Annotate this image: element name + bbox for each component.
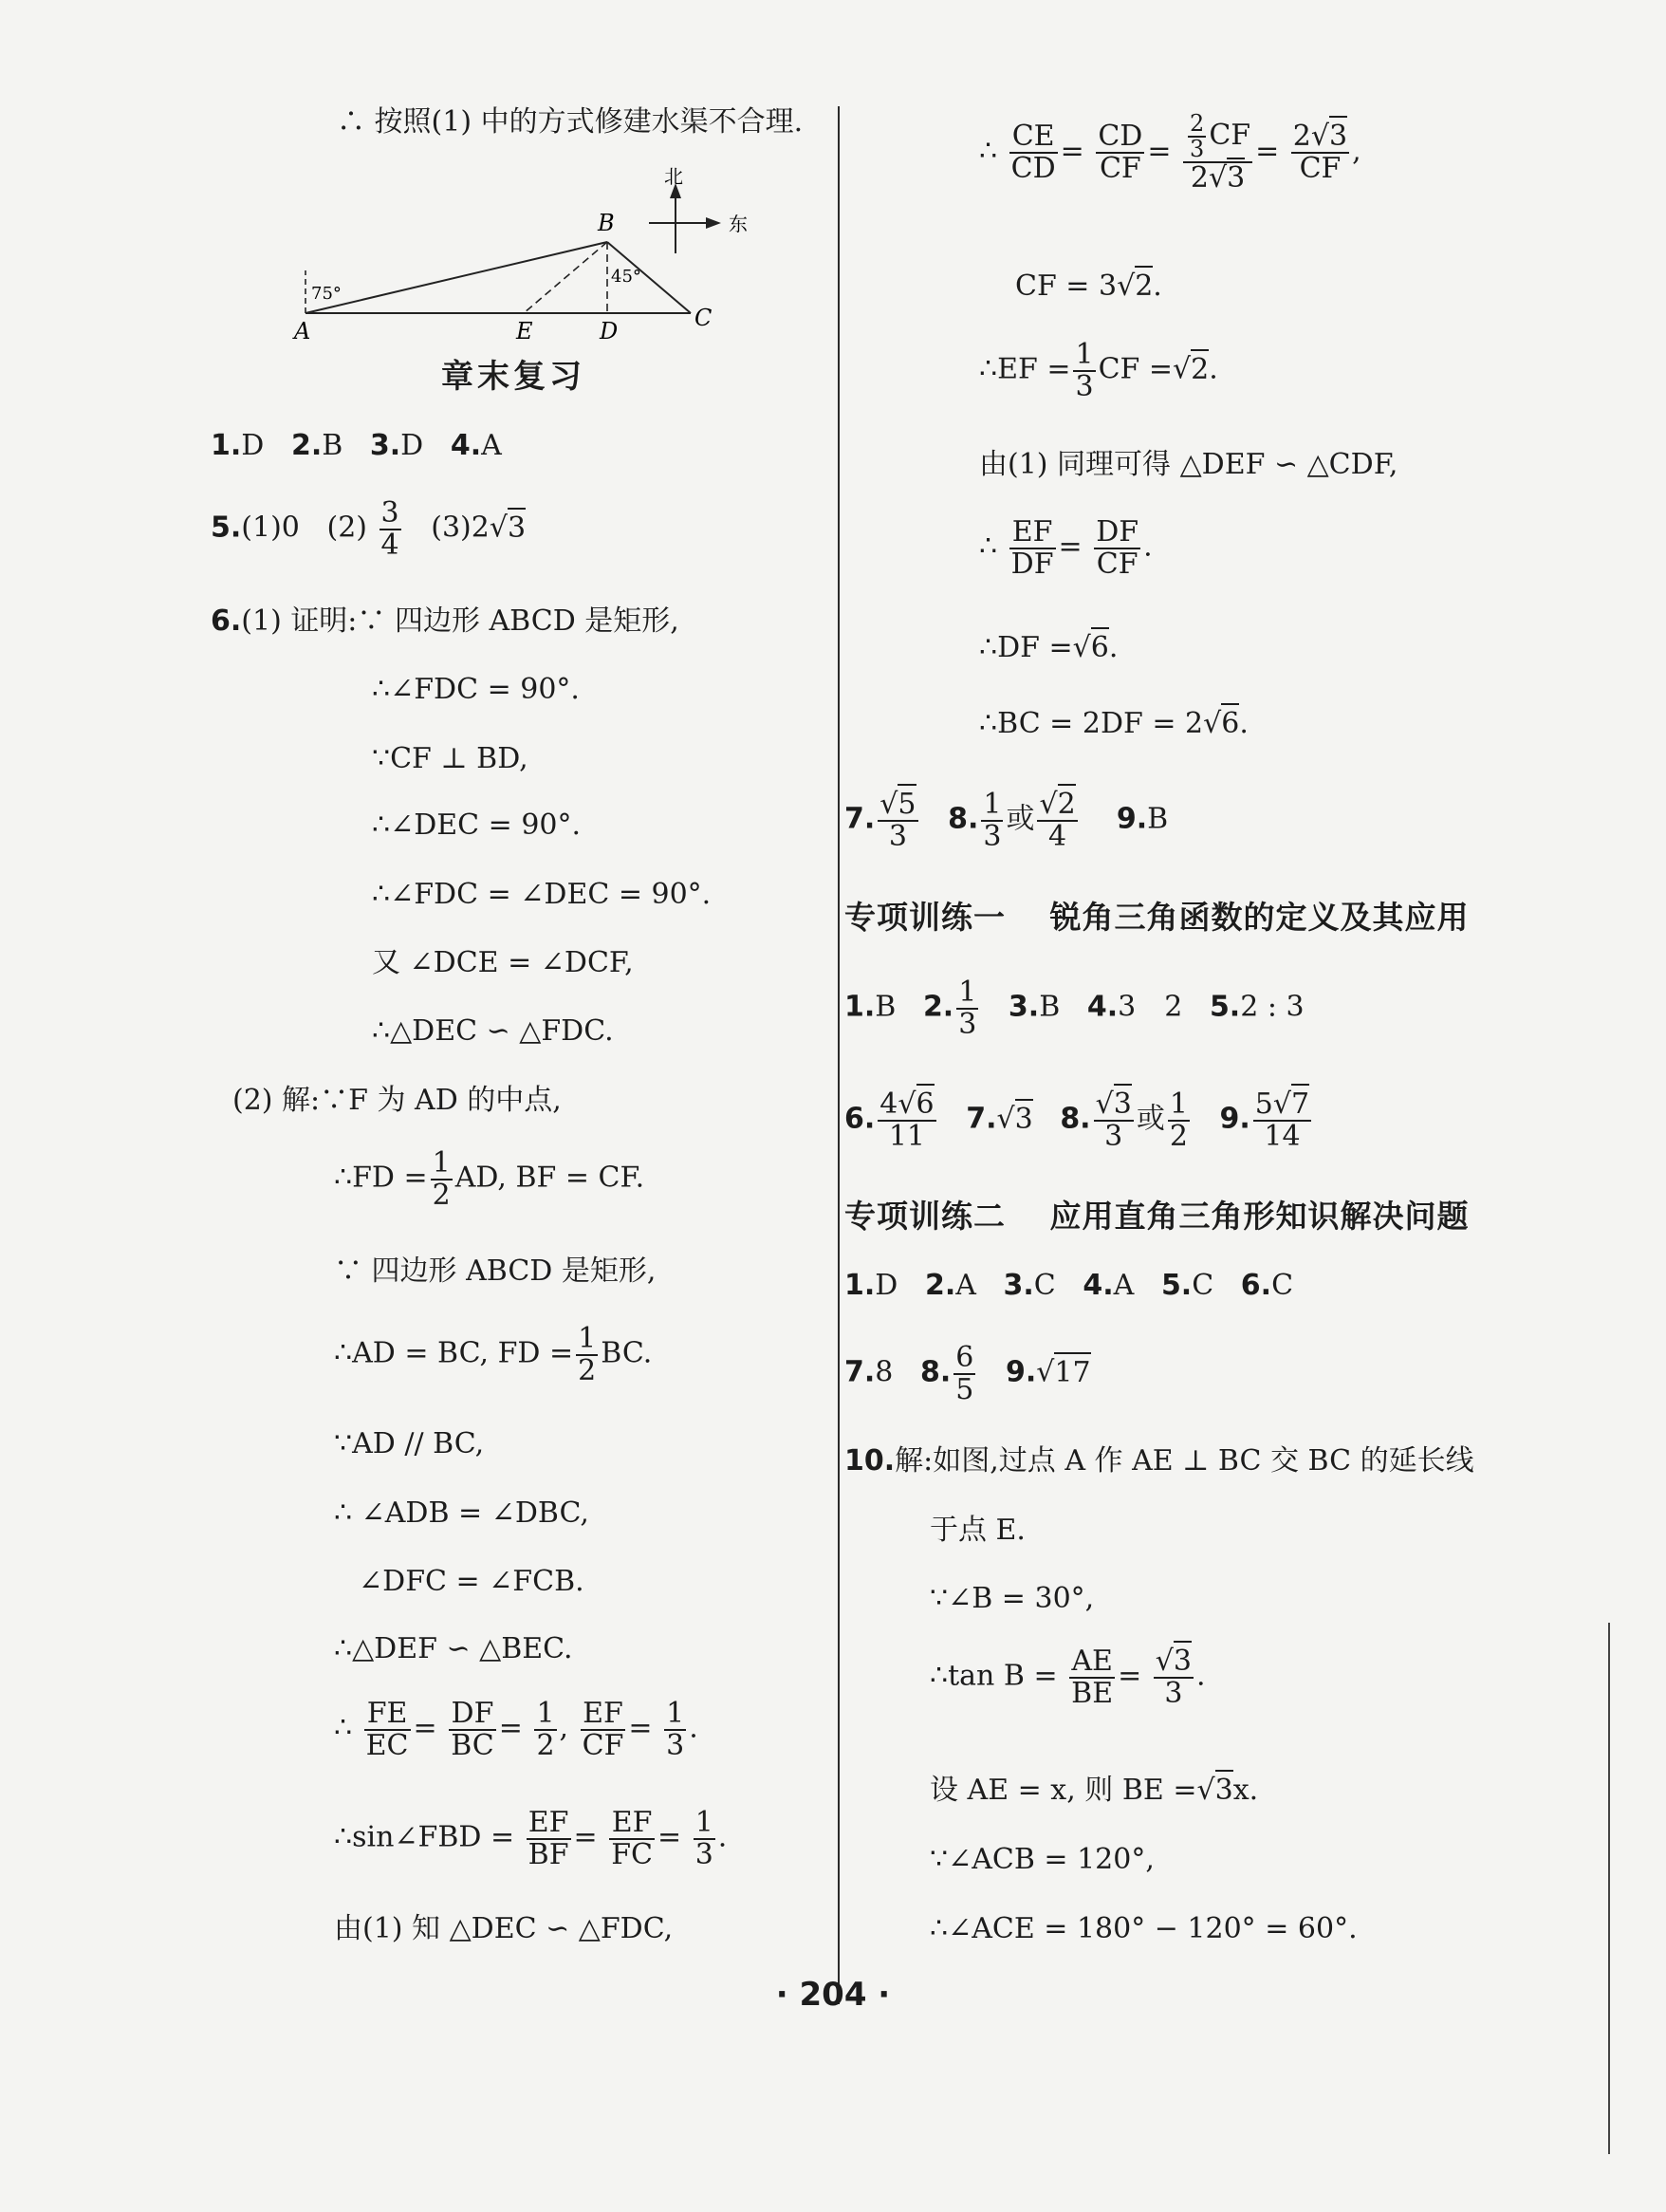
r-line-1: ∴ $\frac{CE}{CD}$ = $\frac{CD}{CF}$ = $\frac{2}{3}$ CF 2√3 = $\frac{2√3}{CF}$ , bbox=[979, 110, 1361, 195]
r-line-2: CF = 3√2. bbox=[1015, 272, 1162, 301]
q6-line-5: ∴∠FDC = ∠DEC = 90°. bbox=[372, 878, 712, 911]
line-ab bbox=[305, 242, 607, 313]
r-line-4: 由(1) 同理可得 △DEF ∽ △CDF, bbox=[979, 448, 1398, 481]
q5-fraction: $\frac{3}{4}$ bbox=[380, 496, 399, 562]
compound-fraction: $\frac{2}{3}$ CF 2√3 bbox=[1183, 112, 1252, 194]
label-north: 北 bbox=[664, 166, 683, 188]
s2-q10-line-6: ∵∠ACB = 120°, bbox=[930, 1843, 1155, 1876]
q6-line-8: (2) 解:∵F 为 AD 的中点, bbox=[232, 1084, 562, 1117]
angle-b-label: 45° bbox=[611, 267, 641, 287]
q6-line-7: ∴△DEC ∽ △FDC. bbox=[372, 1014, 614, 1048]
s1-q6-9-answers: 6. $\frac{4√6}{11}$ 7.√3 8. $\frac{√3}{3}$ 或 $\frac{1}{2}$ 9. $\frac{5√7}{14}$ bbox=[844, 1089, 1314, 1151]
point-d: D bbox=[600, 318, 619, 344]
r-line-5: ∴ $\frac{EF}{DF}$ = $\frac{DF}{CF}$ . bbox=[979, 515, 1153, 581]
s2-q10-line-5: 设 AE = x, 则 BE =√3x. bbox=[930, 1776, 1258, 1805]
s2-q10-line-3: ∵∠B = 30°, bbox=[930, 1582, 1095, 1615]
s2-q10-line-2: 于点 E. bbox=[930, 1514, 1026, 1547]
column-divider bbox=[838, 106, 840, 2004]
q6-line-3: ∵CF ⊥ BD, bbox=[372, 742, 528, 775]
q6-line-10: ∵ 四边形 ABCD 是矩形, bbox=[334, 1255, 657, 1288]
q6-line-16: ∴ $\frac{FE}{EC}$ = $\frac{DF}{BC}$ = $\frac{1}{2}$ , $\frac{EF}{CF}$ = $\frac{1}{3}$ . bbox=[334, 1697, 698, 1762]
q6-line-14: ∠DFC = ∠FCB. bbox=[359, 1565, 584, 1598]
q1-4-answers: 1.D 2.B 3.D 4.A bbox=[211, 429, 502, 462]
q6-line-15: ∴△DEF ∽ △BEC. bbox=[334, 1632, 573, 1665]
section-2-title: 专项训练二 应用直角三角形知识解决问题 bbox=[844, 1198, 1470, 1235]
point-e: E bbox=[516, 318, 533, 344]
r-line-6: ∴DF =√6. bbox=[979, 634, 1118, 662]
s1-q1-5-answers: 1.B 2. $\frac{1}{3}$ 3.B 4.3 2 5.2 : 3 bbox=[844, 976, 1305, 1041]
q6-line-13: ∴ ∠ADB = ∠DBC, bbox=[334, 1496, 589, 1530]
s2-q10-line-7: ∴∠ACE = 180° − 120° = 60°. bbox=[930, 1912, 1358, 1945]
q6-line-2: ∴∠FDC = 90°. bbox=[372, 673, 580, 706]
point-c: C bbox=[694, 305, 713, 331]
r-line-3: ∴EF = $\frac{1}{3}$ CF =√2. bbox=[979, 338, 1218, 403]
q6-line-6: 又 ∠DCE = ∠DCF, bbox=[372, 946, 634, 979]
s2-q10-line-4: ∴tan B = $\frac{AE}{BE}$ = $\frac{√3}{3}$ . bbox=[930, 1646, 1206, 1708]
r-line-7: ∴BC = 2DF = 2√6. bbox=[979, 710, 1249, 738]
page-edge-line bbox=[1608, 1623, 1610, 2154]
q6-line-9: ∴FD = $\frac{1}{2}$ AD, BF = CF. bbox=[334, 1146, 645, 1212]
q6-line-17: ∴sin∠FBD = $\frac{EF}{BF}$ = $\frac{EF}{FC}$ = $\frac{1}{3}$ . bbox=[334, 1806, 728, 1871]
q6-line-11: ∴AD = BC, FD = $\frac{1}{2}$ BC. bbox=[334, 1322, 653, 1387]
intro-conclusion: ∴ 按照(1) 中的方式修建水渠不合理. bbox=[337, 105, 804, 139]
s2-q7-9-answers: 7.8 8. $\frac{6}{5}$ 9.√17 bbox=[844, 1341, 1091, 1406]
q6-line-12: ∵AD // BC, bbox=[334, 1427, 485, 1460]
page-number: · 204 · bbox=[775, 1976, 891, 2014]
q7-9-answers: 7. $\frac{√5}{3}$ 8. $\frac{1}{3}$ 或 $\frac{√2}{4}$ 9.B bbox=[844, 790, 1168, 851]
point-a: A bbox=[294, 318, 311, 344]
compass-arrow-east bbox=[706, 217, 721, 229]
angle-a-label: 75° bbox=[311, 284, 342, 304]
q6-line-1: 6.(1) 证明:∵ 四边形 ABCD 是矩形, bbox=[211, 604, 679, 638]
label-east: 东 bbox=[729, 213, 748, 235]
point-b: B bbox=[598, 210, 615, 236]
section-title: 章末复习 bbox=[441, 358, 585, 396]
q5-answers: 5.(1)0 (2) $\frac{3}{4}$ (3)2√3 bbox=[211, 496, 527, 562]
geometry-figure bbox=[285, 166, 759, 356]
s2-q10-line-1: 10.解:如图,过点 A 作 AE ⊥ BC 交 BC 的延长线 bbox=[844, 1444, 1474, 1478]
q6-line-4: ∴∠DEC = 90°. bbox=[372, 809, 582, 842]
q6-line-18: 由(1) 知 △DEC ∽ △FDC, bbox=[334, 1912, 674, 1945]
s2-q1-6-answers: 1.D 2.A 3.C 4.A 5.C 6.C bbox=[844, 1269, 1294, 1302]
section-1-title: 专项训练一 锐角三角函数的定义及其应用 bbox=[844, 899, 1470, 936]
